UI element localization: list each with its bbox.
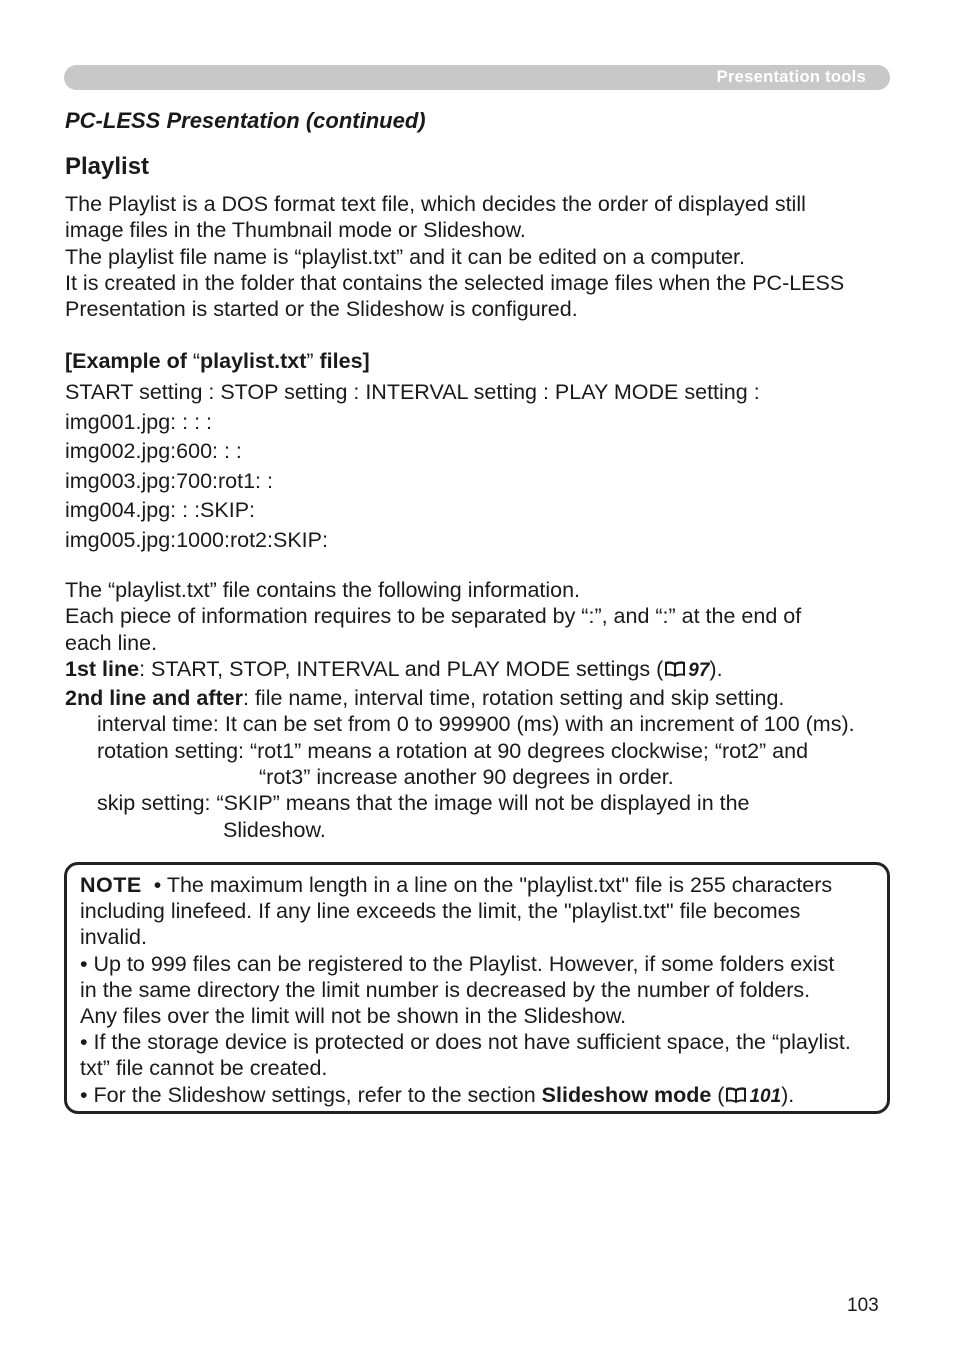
example-line: img005.jpg:1000:rot2:SKIP: [65, 527, 328, 552]
intro-line: image files in the Thumbnail mode or Slideshow. [65, 218, 526, 243]
intro-line: The Playlist is a DOS format text file, which decides the order of displayed still [65, 192, 806, 216]
example-title [65, 348, 895, 374]
example-line: img004.jpg: : :SKIP: [65, 498, 256, 522]
note-paren: ( [711, 1082, 725, 1107]
quote-close: ” [306, 349, 314, 373]
note-line-text: • The maximum length in a line on the "playlist.txt" file is 255 characters [147, 873, 833, 897]
quote-open: “ [192, 349, 201, 373]
page-reference-link[interactable]: 97 [688, 659, 710, 681]
info-line: each line. [65, 630, 158, 655]
info-line: The “playlist.txt” file contains the following information. [65, 578, 581, 602]
second-line-description [65, 685, 895, 711]
continued-title: PC-LESS Presentation (continued) [65, 108, 426, 133]
skip-description: skip setting: “SKIP” means that the image will not be displayed in the [97, 791, 750, 816]
note-line: invalid. [80, 925, 147, 950]
section-heading: Playlist [65, 153, 150, 180]
note-line: including linefeed. If any line exceeds the limit, the "playlist.txt" file becomes [80, 899, 801, 924]
note-line: Any files over the limit will not be shown in the Slideshow. [80, 1004, 627, 1029]
first-line-end: ). [709, 656, 723, 681]
page-number: 103 [847, 1295, 879, 1316]
note-line: in the same directory the limit number is decreased by the number of folders. [80, 977, 811, 1002]
second-line-text: : file name, interval time, rotation setting and skip setting. [243, 686, 785, 711]
slideshow-mode-label: Slideshow mode [541, 1082, 712, 1107]
skip-description-continued: Slideshow. [223, 817, 326, 842]
interval-description: interval time: It can be set from 0 to 999900 (ms) with an increment of 100 (ms). [97, 712, 855, 737]
first-line-description [65, 656, 895, 685]
header-label: Presentation tools [716, 68, 866, 86]
example-lines [65, 378, 895, 555]
note-label: NOTE [80, 873, 142, 897]
note-text [80, 872, 890, 1111]
example-line: START setting : STOP setting : INTERVAL setting : PLAY MODE setting : [65, 380, 760, 404]
example-title-post: files] [313, 349, 370, 373]
note-line: txt” file cannot be created. [80, 1056, 328, 1081]
note-line-text: • For the Slideshow settings, refer to the section [80, 1082, 542, 1107]
example-line: img003.jpg:700:rot1: : [65, 468, 273, 493]
book-reference-icon [663, 659, 687, 685]
example-title-file: playlist.txt [200, 349, 307, 373]
note-line: • Up to 999 files can be registered to the Playlist. However, if some folders exist [80, 951, 835, 976]
intro-paragraph [65, 191, 895, 322]
intro-line: The playlist file name is “playlist.txt” and it can be edited on a computer. [65, 244, 745, 269]
book-reference-icon [724, 1085, 748, 1111]
info-line: Each piece of information requires to be separated by “:”, and “:” at the end of [65, 604, 802, 629]
info-paragraph [65, 577, 895, 843]
intro-line: Presentation is started or the Slideshow is configured. [65, 297, 578, 322]
note-line [80, 1082, 890, 1111]
example-title-pre: [Example of [65, 349, 193, 373]
note-line: • If the storage device is protected or does not have sufficient space, the “playlist. [80, 1030, 851, 1055]
example-line: img001.jpg: : : : [65, 409, 212, 434]
intro-line: It is created in the folder that contains the selected image files when the PC-LESS [65, 270, 845, 295]
page-reference-link[interactable]: 101 [749, 1085, 782, 1107]
first-line-label: 1st line [65, 656, 140, 681]
example-line: img002.jpg:600: : : [65, 439, 242, 463]
rotation-description-continued: “rot3” increase another 90 degrees in order. [259, 765, 674, 790]
second-line-label: 2nd line and after [65, 686, 244, 711]
note-box [64, 862, 890, 1114]
note-end: ). [781, 1082, 795, 1107]
first-line-text: : START, STOP, INTERVAL and PLAY MODE settings ( [139, 656, 664, 681]
rotation-description: rotation setting: “rot1” means a rotation at 90 degrees clockwise; “rot2” and [97, 738, 809, 763]
note-line [80, 872, 890, 898]
header-bar [64, 65, 890, 90]
